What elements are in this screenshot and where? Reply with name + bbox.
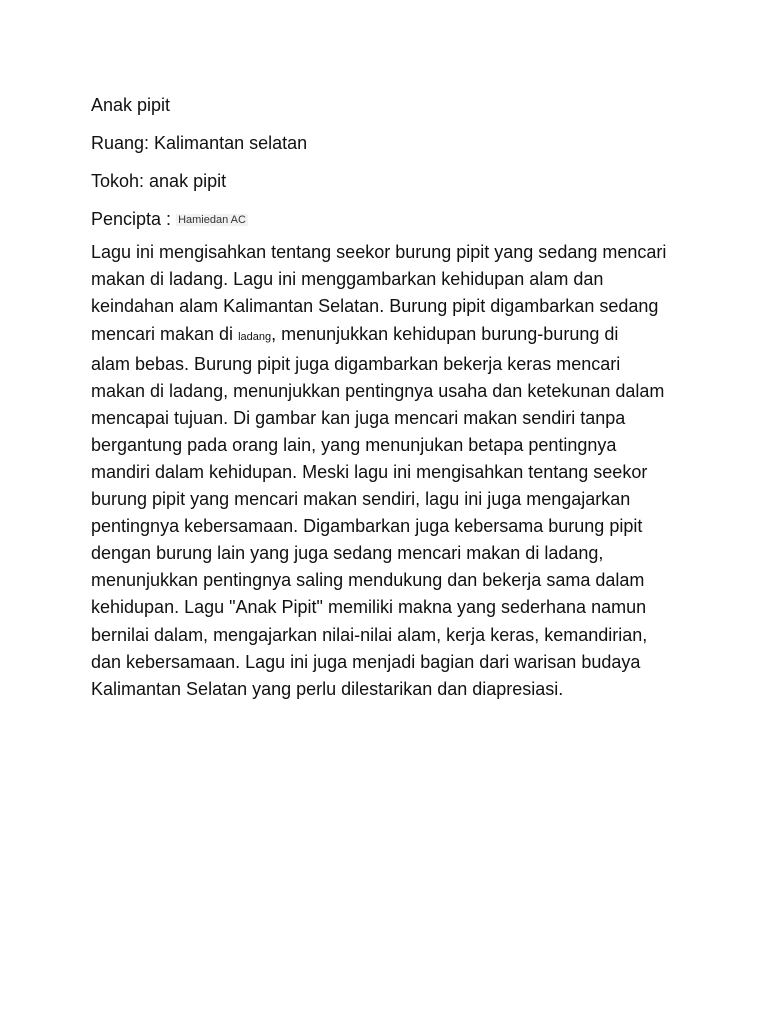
paragraph-line: pentingnya kebersamaan. Digambarkan juga kebersama burung pipit bbox=[91, 516, 643, 537]
ruang-line: Ruang: Kalimantan selatan bbox=[91, 133, 308, 153]
paragraph-line: keindahan alam Kalimantan Selatan. Burung pipit digambarkan sedang bbox=[91, 296, 659, 317]
paragraph-line: bernilai dalam, mengajarkan nilai-nilai alam, kerja keras, kemandirian, bbox=[91, 624, 648, 645]
paragraph-text: mencari makan di bbox=[91, 323, 239, 344]
paragraph-line: alam bebas. Burung pipit juga digambarkan bekerja keras mencari bbox=[91, 353, 621, 374]
body-paragraph bbox=[91, 239, 691, 703]
document-page bbox=[91, 93, 691, 703]
paragraph-line: makan di ladang. Lagu ini menggambarkan kehidupan alam dan bbox=[91, 269, 604, 290]
pencipta-line bbox=[91, 207, 691, 232]
paragraph-line: dan kebersamaan. Lagu ini juga menjadi bagian dari warisan budaya bbox=[91, 651, 641, 672]
inline-small-word: ladang bbox=[238, 330, 272, 343]
pencipta-label: Pencipta : bbox=[91, 209, 177, 229]
paragraph-line: Kalimantan Selatan yang perlu dilestarikan dan diapresiasi. bbox=[91, 678, 564, 699]
pencipta-value: Hamiedan AC bbox=[178, 214, 246, 227]
paragraph-text: , menunjukkan kehidupan burung-burung di bbox=[271, 323, 619, 344]
tokoh-line: Tokoh: anak pipit bbox=[91, 171, 227, 191]
document-title: Anak pipit bbox=[91, 95, 171, 115]
paragraph-line: menunjukkan pentingnya saling mendukung dan bekerja sama dalam bbox=[91, 570, 645, 591]
paragraph-line: kehidupan. Lagu "Anak Pipit" memiliki makna yang sederhana namun bbox=[91, 597, 647, 618]
paragraph-line: makan di ladang, menunjukkan pentingnya usaha dan ketekunan dalam bbox=[91, 380, 665, 401]
paragraph-line: mencapai tujuan. Di gambar kan juga mencari makan sendiri tanpa bbox=[91, 407, 626, 428]
paragraph-line: burung pipit yang mencari makan sendiri, lagu ini juga mengajarkan bbox=[91, 489, 631, 510]
paragraph-line: mandiri dalam kehidupan. Meski lagu ini mengisahkan tentang seekor bbox=[91, 462, 648, 482]
paragraph-line: Lagu ini mengisahkan tentang seekor burung pipit yang sedang mencari bbox=[91, 242, 667, 263]
paragraph-line bbox=[91, 321, 691, 351]
paragraph-line: bergantung pada orang lain, yang menunjukan betapa pentingnya bbox=[91, 434, 617, 455]
paragraph-line: dengan burung lain yang juga sedang mencari makan di ladang, bbox=[91, 543, 604, 564]
